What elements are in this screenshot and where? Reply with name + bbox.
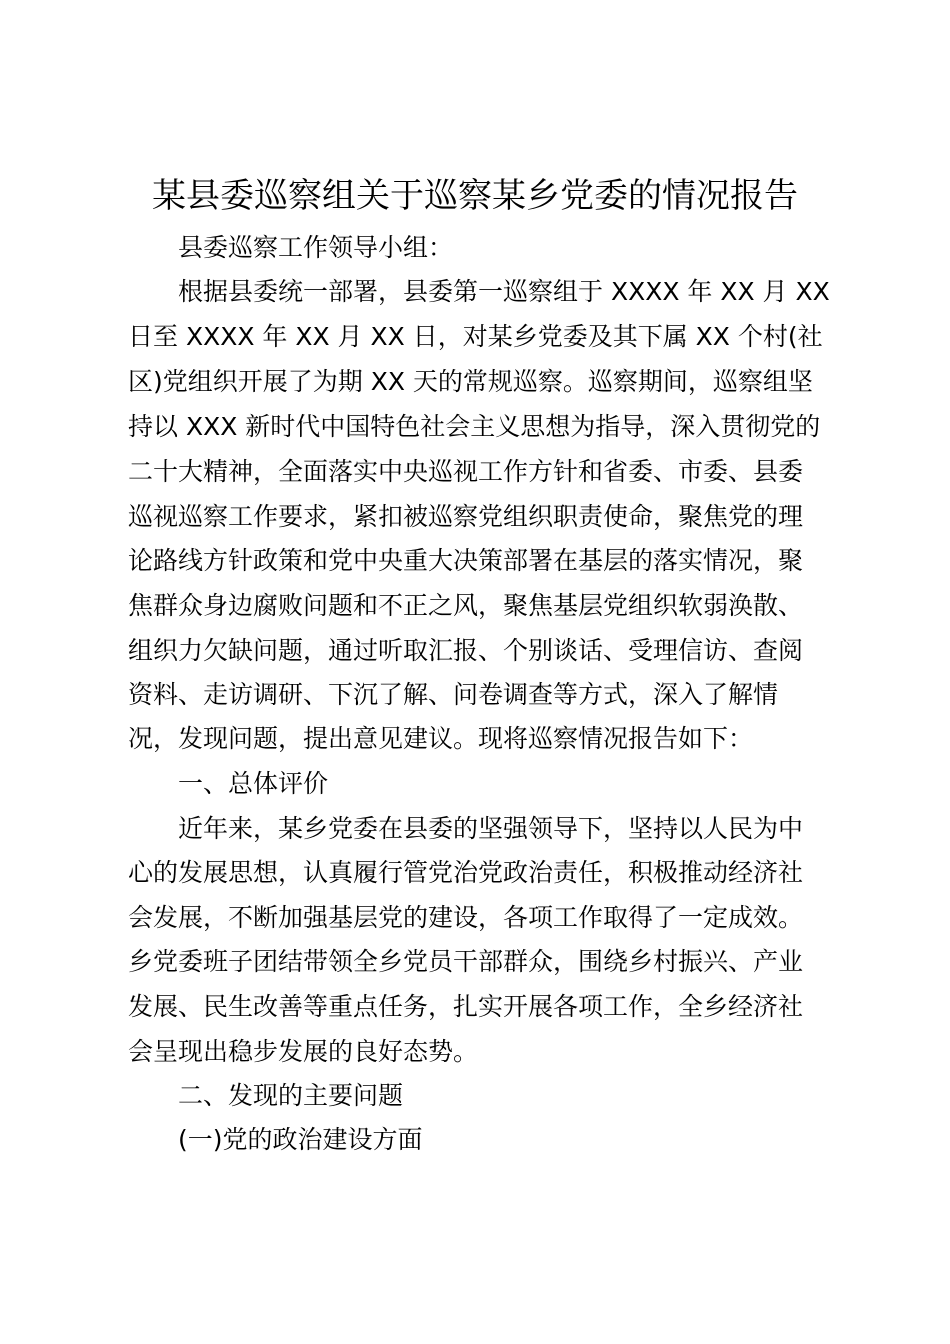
paragraph-line: 况，发现问题，提出意见建议。现将巡察情况报告如下：: [128, 724, 754, 753]
paragraph-line: 二十大精神，全面落实中央巡视工作方针和省委、市委、县委: [128, 457, 804, 486]
document-title: 某县委巡察组关于巡察某乡党委的情况报告: [152, 176, 798, 216]
paragraph-line: 日至 XXXX 年 XX 月 XX 日，对某乡党委及其下属 XX 个村(社: [128, 322, 823, 351]
paragraph-line: 会发展，不断加强基层党的建设，各项工作取得了一定成效。: [128, 903, 804, 932]
paragraph-line: 焦群众身边腐败问题和不正之风，聚焦基层党组织软弱涣散、: [128, 591, 804, 620]
salutation: 县委巡察工作领导小组：: [178, 233, 454, 262]
paragraph-line: 乡党委班子团结带领全乡党员干部群众，围绕乡村振兴、产业: [128, 947, 804, 976]
paragraph-line: 根据县委统一部署，县委第一巡察组于 XXXX 年 XX 月 XX: [178, 277, 830, 306]
paragraph-line: 巡视巡察工作要求，紧扣被巡察党组织职责使命，聚焦党的理: [128, 502, 804, 531]
paragraph-line: 区)党组织开展了为期 XX 天的常规巡察。巡察期间，巡察组坚: [128, 367, 813, 396]
subsection-heading: (一)党的政治建设方面: [178, 1125, 423, 1154]
paragraph-line: 资料、走访调研、下沉了解、问卷调查等方式，深入了解情: [128, 680, 779, 709]
paragraph-line: 会呈现出稳步发展的良好态势。: [128, 1037, 479, 1066]
paragraph-line: 持以 XXX 新时代中国特色社会主义思想为指导，深入贯彻党的: [128, 412, 821, 441]
section-heading: 二、发现的主要问题: [178, 1081, 404, 1110]
section-heading: 一、总体评价: [178, 769, 329, 798]
paragraph-line: 组织力欠缺问题，通过听取汇报、个别谈话、受理信访、查阅: [128, 636, 804, 665]
paragraph-line: 论路线方针政策和党中央重大决策部署在基层的落实情况，聚: [128, 546, 804, 575]
paragraph-line: 心的发展思想，认真履行管党治党政治责任，积极推动经济社: [128, 858, 804, 887]
paragraph-line: 发展、民生改善等重点任务，扎实开展各项工作，全乡经济社: [128, 992, 804, 1021]
paragraph-line: 近年来，某乡党委在县委的坚强领导下，坚持以人民为中: [178, 814, 804, 843]
